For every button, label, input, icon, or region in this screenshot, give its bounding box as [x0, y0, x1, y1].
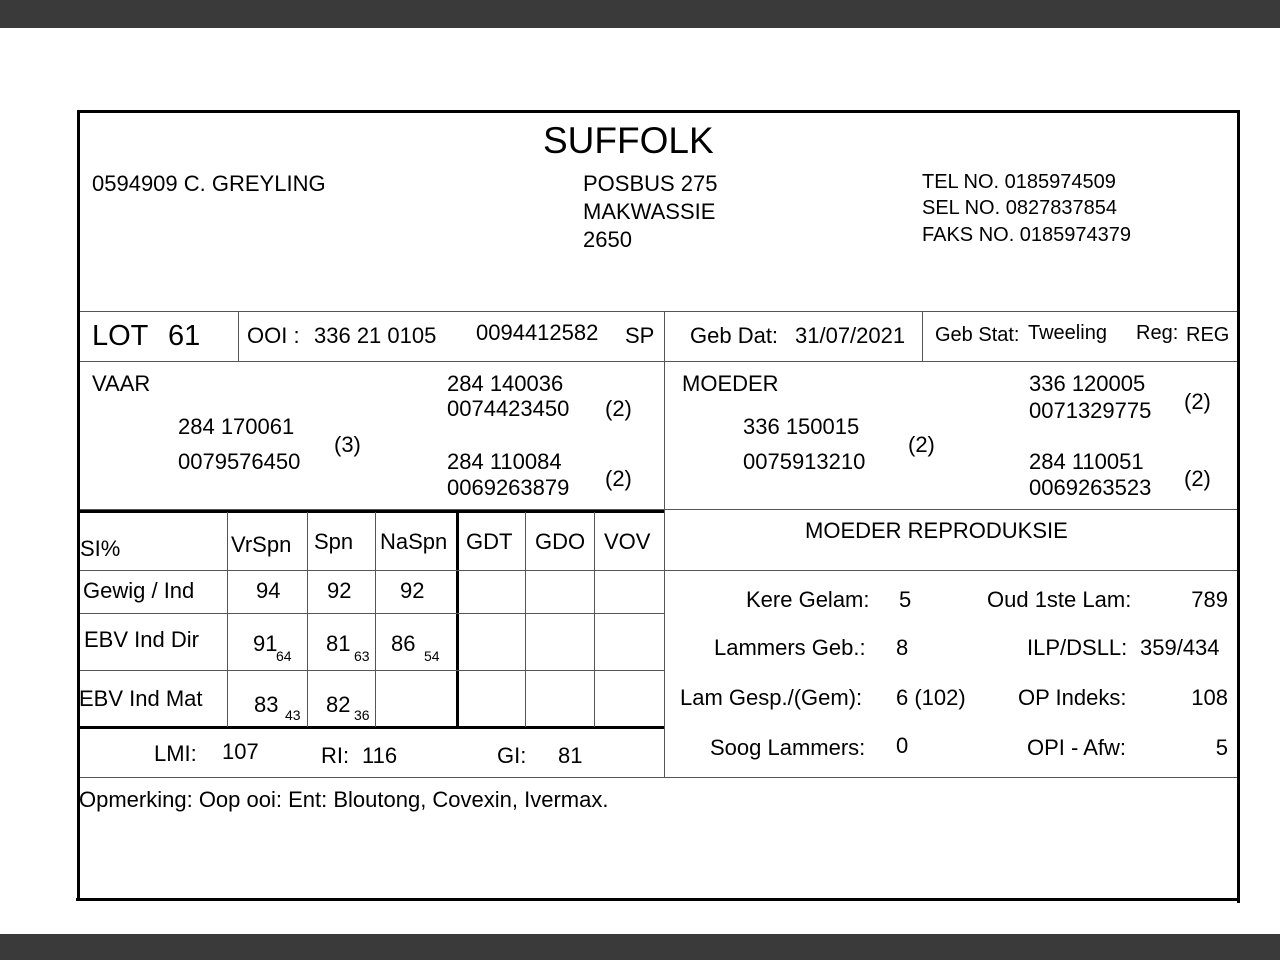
moeder-dam-reg: 0069263523	[1029, 475, 1152, 500]
vaar-dam-reg: 0069263879	[447, 475, 570, 500]
vaar-label: VAAR	[92, 371, 151, 396]
gi-label: GI:	[497, 743, 527, 768]
vaar-id: 284 170061	[178, 414, 295, 439]
ri-value: 116	[362, 743, 398, 768]
divider	[664, 311, 665, 778]
table-cell-accuracy: 54	[424, 648, 440, 664]
ooi-id: 336 21 0105	[314, 323, 437, 348]
table-bottom	[78, 726, 664, 729]
table-cell: 81	[326, 631, 351, 656]
frame-top	[78, 110, 1239, 113]
vaar-dam-rank: (2)	[605, 466, 632, 491]
moeder-rank: (2)	[908, 432, 935, 457]
birth-date-label: Geb Dat:	[690, 323, 779, 348]
table-header-gdo: GDO	[535, 529, 586, 554]
moeder-sire-id: 336 120005	[1029, 371, 1146, 396]
table-top	[78, 510, 664, 513]
ooi-reg-number: 0094412582	[476, 320, 599, 345]
table-cell-accuracy: 43	[285, 707, 301, 723]
owner-name: 0594909 C. GREYLING	[92, 171, 326, 196]
table-cell: 82	[326, 692, 351, 717]
oud-value: 789	[1191, 587, 1228, 612]
table-row-line	[80, 670, 664, 671]
table-cell: 86	[391, 631, 416, 656]
lot-label: LOT	[92, 320, 149, 352]
kere-value: 5	[899, 587, 912, 612]
table-header-vov: VOV	[604, 529, 651, 554]
table-row-line	[80, 570, 664, 571]
breed-title: SUFFOLK	[543, 120, 714, 161]
moeder-dam-rank: (2)	[1184, 466, 1211, 491]
opi-label: OPI - Afw:	[1027, 735, 1127, 760]
frame-bottom	[76, 898, 1239, 901]
remark: Opmerking: Oop ooi: Ent: Bloutong, Covexin, Ivermax.	[79, 787, 609, 812]
fax-number: FAKS NO. 0185974379	[922, 224, 1132, 246]
table-row-line	[80, 613, 664, 614]
ooi-label: OOI :	[247, 323, 300, 348]
table-cell-accuracy: 63	[354, 648, 370, 664]
divider	[80, 777, 1237, 778]
table-cell: 92	[400, 578, 425, 603]
vaar-rank: (3)	[334, 432, 361, 457]
lmi-value: 107	[222, 739, 259, 764]
gesp-value: 6 (102)	[896, 685, 966, 710]
ri-label: RI:	[321, 743, 350, 768]
soog-label: Soog Lammers:	[710, 735, 866, 760]
table-col-line	[307, 512, 308, 727]
vaar-reg: 0079576450	[178, 449, 301, 474]
moeder-id: 336 150015	[743, 414, 860, 439]
table-header-spn: Spn	[314, 529, 354, 554]
moeder-reg: 0075913210	[743, 449, 866, 474]
vaar-dam-id: 284 110084	[447, 449, 562, 474]
table-col-line	[594, 512, 595, 727]
kere-label: Kere Gelam:	[746, 587, 870, 612]
lmi-label: LMI:	[154, 741, 197, 766]
birth-date: 31/07/2021	[795, 323, 906, 348]
reg-label: Reg:	[1136, 322, 1179, 344]
table-col-line	[227, 512, 228, 727]
frame-right	[1237, 110, 1240, 903]
vaar-sire-rank: (2)	[605, 396, 632, 421]
table-col-line	[525, 512, 526, 727]
address-line: MAKWASSIE	[583, 199, 716, 224]
repro-title: MOEDER REPRODUKSIE	[805, 518, 1068, 543]
table-cell: 91	[253, 631, 278, 656]
divider	[664, 570, 1237, 571]
cell-number: SEL NO. 0827837854	[922, 197, 1117, 219]
bottom-bar	[0, 934, 1280, 960]
divider	[80, 311, 1237, 312]
table-divider	[456, 511, 459, 728]
ilp-value: 359/434	[1140, 635, 1220, 660]
lammers-label: Lammers Geb.:	[714, 635, 866, 660]
oud-label: Oud 1ste Lam:	[987, 587, 1132, 612]
frame-left	[77, 110, 80, 901]
moeder-label: MOEDER	[682, 371, 779, 396]
birth-status-label: Geb Stat:	[935, 324, 1020, 346]
tel-number: TEL NO. 0185974509	[922, 171, 1116, 193]
table-cell-accuracy: 64	[276, 648, 292, 664]
table-header-si: SI%	[80, 536, 121, 561]
address-line: POSBUS 275	[583, 171, 718, 196]
op-value: 108	[1191, 685, 1228, 710]
gi-value: 81	[558, 743, 583, 768]
row-label: EBV Ind Mat	[79, 686, 203, 711]
address-line: 2650	[583, 227, 632, 252]
op-label: OP Indeks:	[1018, 685, 1127, 710]
soog-value: 0	[896, 733, 909, 758]
reg-status: REG	[1186, 324, 1230, 346]
row-label: Gewig / Ind	[83, 578, 195, 603]
vaar-sire-id: 284 140036	[447, 371, 564, 396]
table-header-gdt: GDT	[466, 529, 513, 554]
lot-number: 61	[168, 320, 201, 352]
moeder-sire-reg: 0071329775	[1029, 398, 1152, 423]
table-cell-accuracy: 36	[354, 707, 370, 723]
birth-status: Tweeling	[1028, 322, 1107, 344]
top-bar	[0, 0, 1280, 28]
table-header-vrspn: VrSpn	[231, 532, 292, 557]
table-header-naspn: NaSpn	[380, 529, 448, 554]
opi-value: 5	[1215, 735, 1228, 760]
divider	[238, 311, 239, 361]
table-cell: 94	[256, 578, 281, 603]
moeder-dam-id: 284 110051	[1029, 449, 1144, 474]
divider	[80, 361, 1237, 362]
lammers-value: 8	[896, 635, 909, 660]
ilp-label: ILP/DSLL:	[1027, 635, 1128, 660]
gesp-label: Lam Gesp./(Gem):	[680, 685, 863, 710]
moeder-sire-rank: (2)	[1184, 389, 1211, 414]
vaar-sire-reg: 0074423450	[447, 396, 570, 421]
table-col-line	[375, 512, 376, 727]
divider	[922, 311, 923, 361]
table-cell: 83	[254, 692, 279, 717]
ooi-suffix: SP	[625, 323, 655, 348]
table-cell: 92	[327, 578, 352, 603]
row-label: EBV Ind Dir	[84, 627, 199, 652]
